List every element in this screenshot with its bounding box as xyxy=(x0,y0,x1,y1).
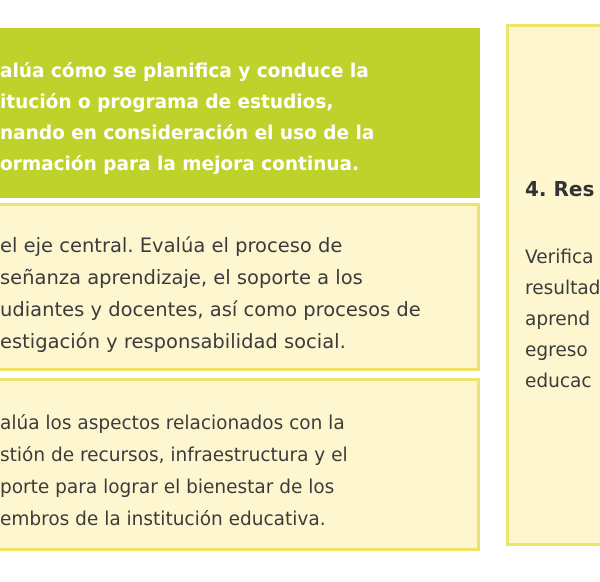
resources-description xyxy=(0,408,348,536)
text-line: señanza aprendizaje, el soporte a los xyxy=(0,266,363,289)
text-line: Verifica xyxy=(525,247,594,268)
text-line: porte para lograr el bienestar de los xyxy=(0,477,335,498)
text-line: alúa los aspectos relacionados con la xyxy=(0,413,345,434)
text-line: ormación para la mejora continua. xyxy=(0,154,360,175)
central-axis-description xyxy=(0,230,421,358)
text-line: educac xyxy=(525,371,592,392)
process-box-results xyxy=(506,24,600,546)
results-description xyxy=(525,242,600,397)
text-line: estigación y responsabilidad social. xyxy=(0,330,346,353)
text-line: el eje central. Evalúa el proceso de xyxy=(0,234,343,257)
process-box-central-axis xyxy=(0,203,480,371)
text-line: resultad xyxy=(525,278,600,299)
text-line: aprend xyxy=(525,309,591,330)
planning-description xyxy=(0,56,374,180)
results-heading: 4. Res xyxy=(525,177,595,201)
text-line: itución o programa de estudios, xyxy=(0,92,334,113)
process-box-planning xyxy=(0,28,480,198)
text-line: egreso xyxy=(525,340,588,361)
text-line: embros de la institución educativa. xyxy=(0,509,326,530)
text-line: udiantes y docentes, así como procesos de xyxy=(0,298,421,321)
text-line: alúa cómo se planifica y conduce la xyxy=(0,61,369,82)
process-box-resources xyxy=(0,378,480,551)
text-line: stión de recursos, infraestructura y el xyxy=(0,445,348,466)
text-line: nando en consideración el uso de la xyxy=(0,123,375,144)
